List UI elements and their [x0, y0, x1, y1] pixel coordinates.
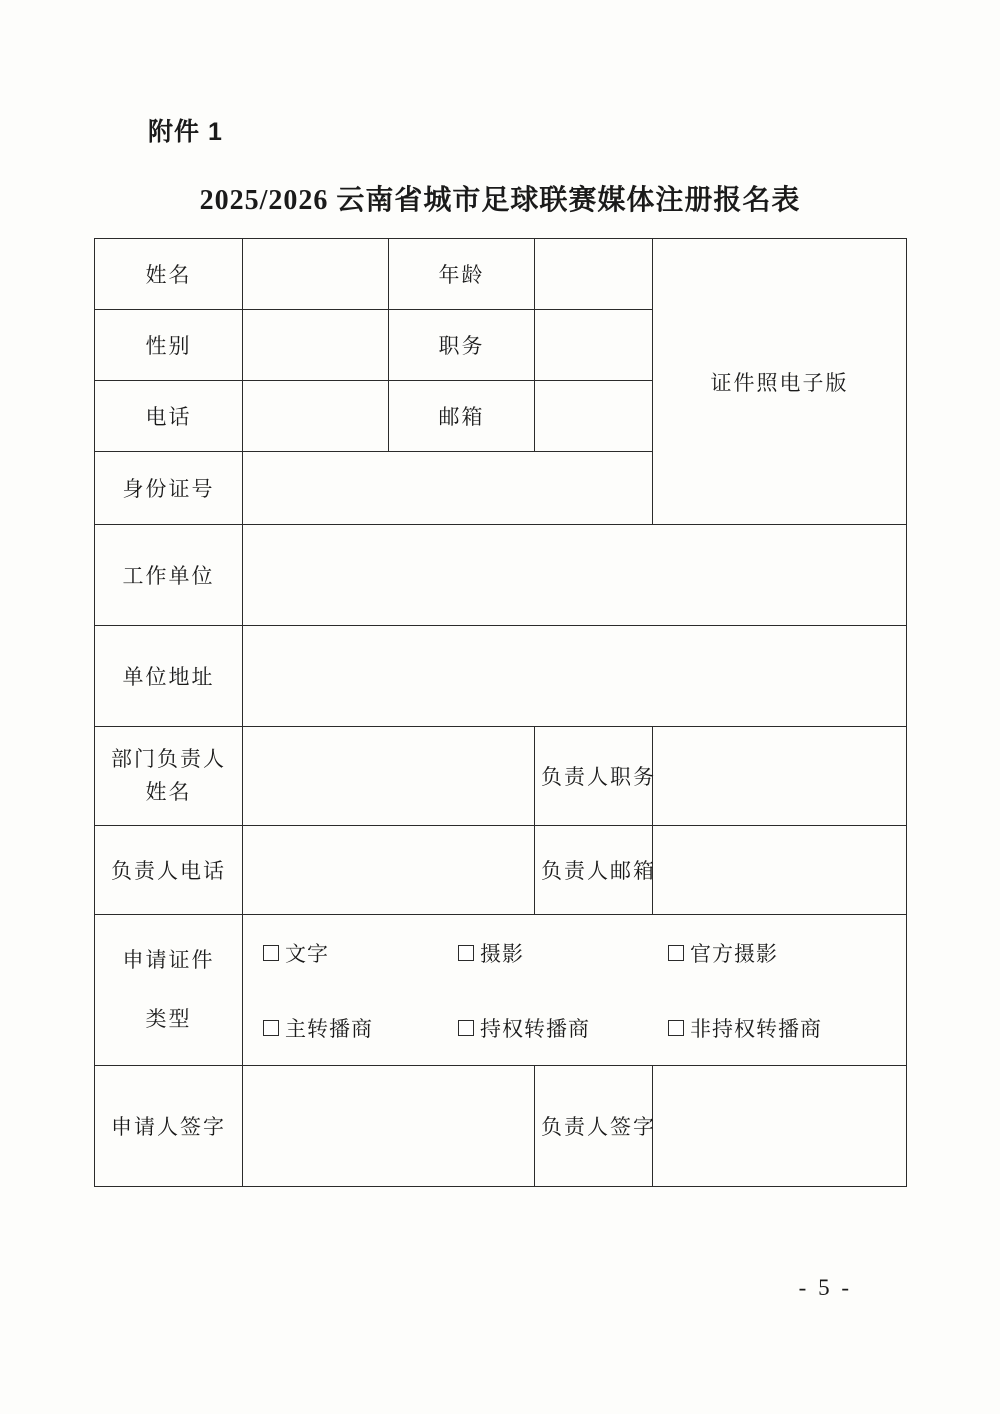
head-email-label: 负责人邮箱	[535, 826, 653, 915]
head-phone-value[interactable]	[243, 826, 535, 915]
head-email-value[interactable]	[653, 826, 907, 915]
cert-type-label-line2: 类型	[145, 1007, 192, 1031]
email-value[interactable]	[535, 381, 653, 452]
phone-value[interactable]	[243, 381, 389, 452]
cert-option-official-photography[interactable]	[668, 938, 888, 968]
name-label: 姓名	[95, 239, 243, 310]
gender-label: 性别	[95, 310, 243, 381]
position-label: 职务	[389, 310, 535, 381]
applicant-signature-value[interactable]	[243, 1066, 535, 1187]
page-number: - 5 -	[798, 1275, 852, 1300]
checkbox-icon[interactable]	[458, 945, 474, 961]
table-row	[95, 525, 907, 626]
head-position-value[interactable]	[653, 727, 907, 826]
position-value[interactable]	[535, 310, 653, 381]
checkbox-icon[interactable]	[668, 1020, 684, 1036]
gender-value[interactable]	[243, 310, 389, 381]
photo-cell: 证件照电子版	[653, 239, 907, 525]
cert-option-text[interactable]	[263, 938, 458, 968]
cert-option-label: 非持权转播商	[690, 1016, 822, 1041]
dept-head-name-label-line2: 姓名	[145, 780, 192, 804]
checkbox-icon[interactable]	[263, 945, 279, 961]
unit-address-label: 单位地址	[95, 626, 243, 727]
cert-option-main-broadcaster[interactable]	[263, 1013, 458, 1043]
table-row	[95, 626, 907, 727]
table-row	[95, 239, 907, 310]
cert-option-label: 持权转播商	[480, 1016, 590, 1041]
cert-type-label-line1: 申请证件	[122, 948, 215, 973]
head-signature-value[interactable]	[653, 1066, 907, 1187]
work-unit-value[interactable]	[243, 525, 907, 626]
checkbox-icon[interactable]	[458, 1020, 474, 1036]
age-label: 年龄	[389, 239, 535, 310]
email-label: 邮箱	[389, 381, 535, 452]
checkbox-icon[interactable]	[263, 1020, 279, 1036]
applicant-signature-label: 申请人签字	[95, 1066, 243, 1187]
cert-type-label	[95, 915, 243, 1066]
checkbox-icon[interactable]	[668, 945, 684, 961]
dept-head-name-value[interactable]	[243, 727, 535, 826]
name-value[interactable]	[243, 239, 389, 310]
table-row	[95, 727, 907, 826]
table-row	[95, 915, 907, 1066]
cert-option-rights-broadcaster[interactable]	[458, 1013, 668, 1043]
cert-options-row-1	[249, 915, 900, 990]
table-row	[95, 826, 907, 915]
head-signature-label: 负责人签字	[535, 1066, 653, 1187]
table-row	[95, 1066, 907, 1187]
age-value[interactable]	[535, 239, 653, 310]
dept-head-name-label	[95, 727, 243, 826]
cert-option-label: 文字	[285, 941, 329, 966]
dept-head-name-label-line1: 部门负责人	[111, 747, 226, 772]
head-position-label: 负责人职务	[535, 727, 653, 826]
cert-option-non-rights-broadcaster[interactable]	[668, 1013, 888, 1043]
work-unit-label: 工作单位	[95, 525, 243, 626]
cert-option-photography[interactable]	[458, 938, 668, 968]
cert-type-options	[243, 915, 907, 1066]
id-number-label: 身份证号	[95, 452, 243, 525]
cert-option-label: 摄影	[480, 941, 524, 966]
cert-option-label: 主转播商	[285, 1016, 373, 1041]
phone-label: 电话	[95, 381, 243, 452]
media-registration-form	[94, 238, 907, 1187]
page-title: 2025/2026 云南省城市足球联赛媒体注册报名表	[199, 185, 801, 216]
cert-option-label: 官方摄影	[690, 941, 778, 966]
id-number-value[interactable]	[243, 452, 653, 525]
cert-options-row-2	[249, 990, 900, 1065]
unit-address-value[interactable]	[243, 626, 907, 727]
head-phone-label: 负责人电话	[95, 826, 243, 915]
attachment-label: 附件 1	[148, 118, 223, 146]
